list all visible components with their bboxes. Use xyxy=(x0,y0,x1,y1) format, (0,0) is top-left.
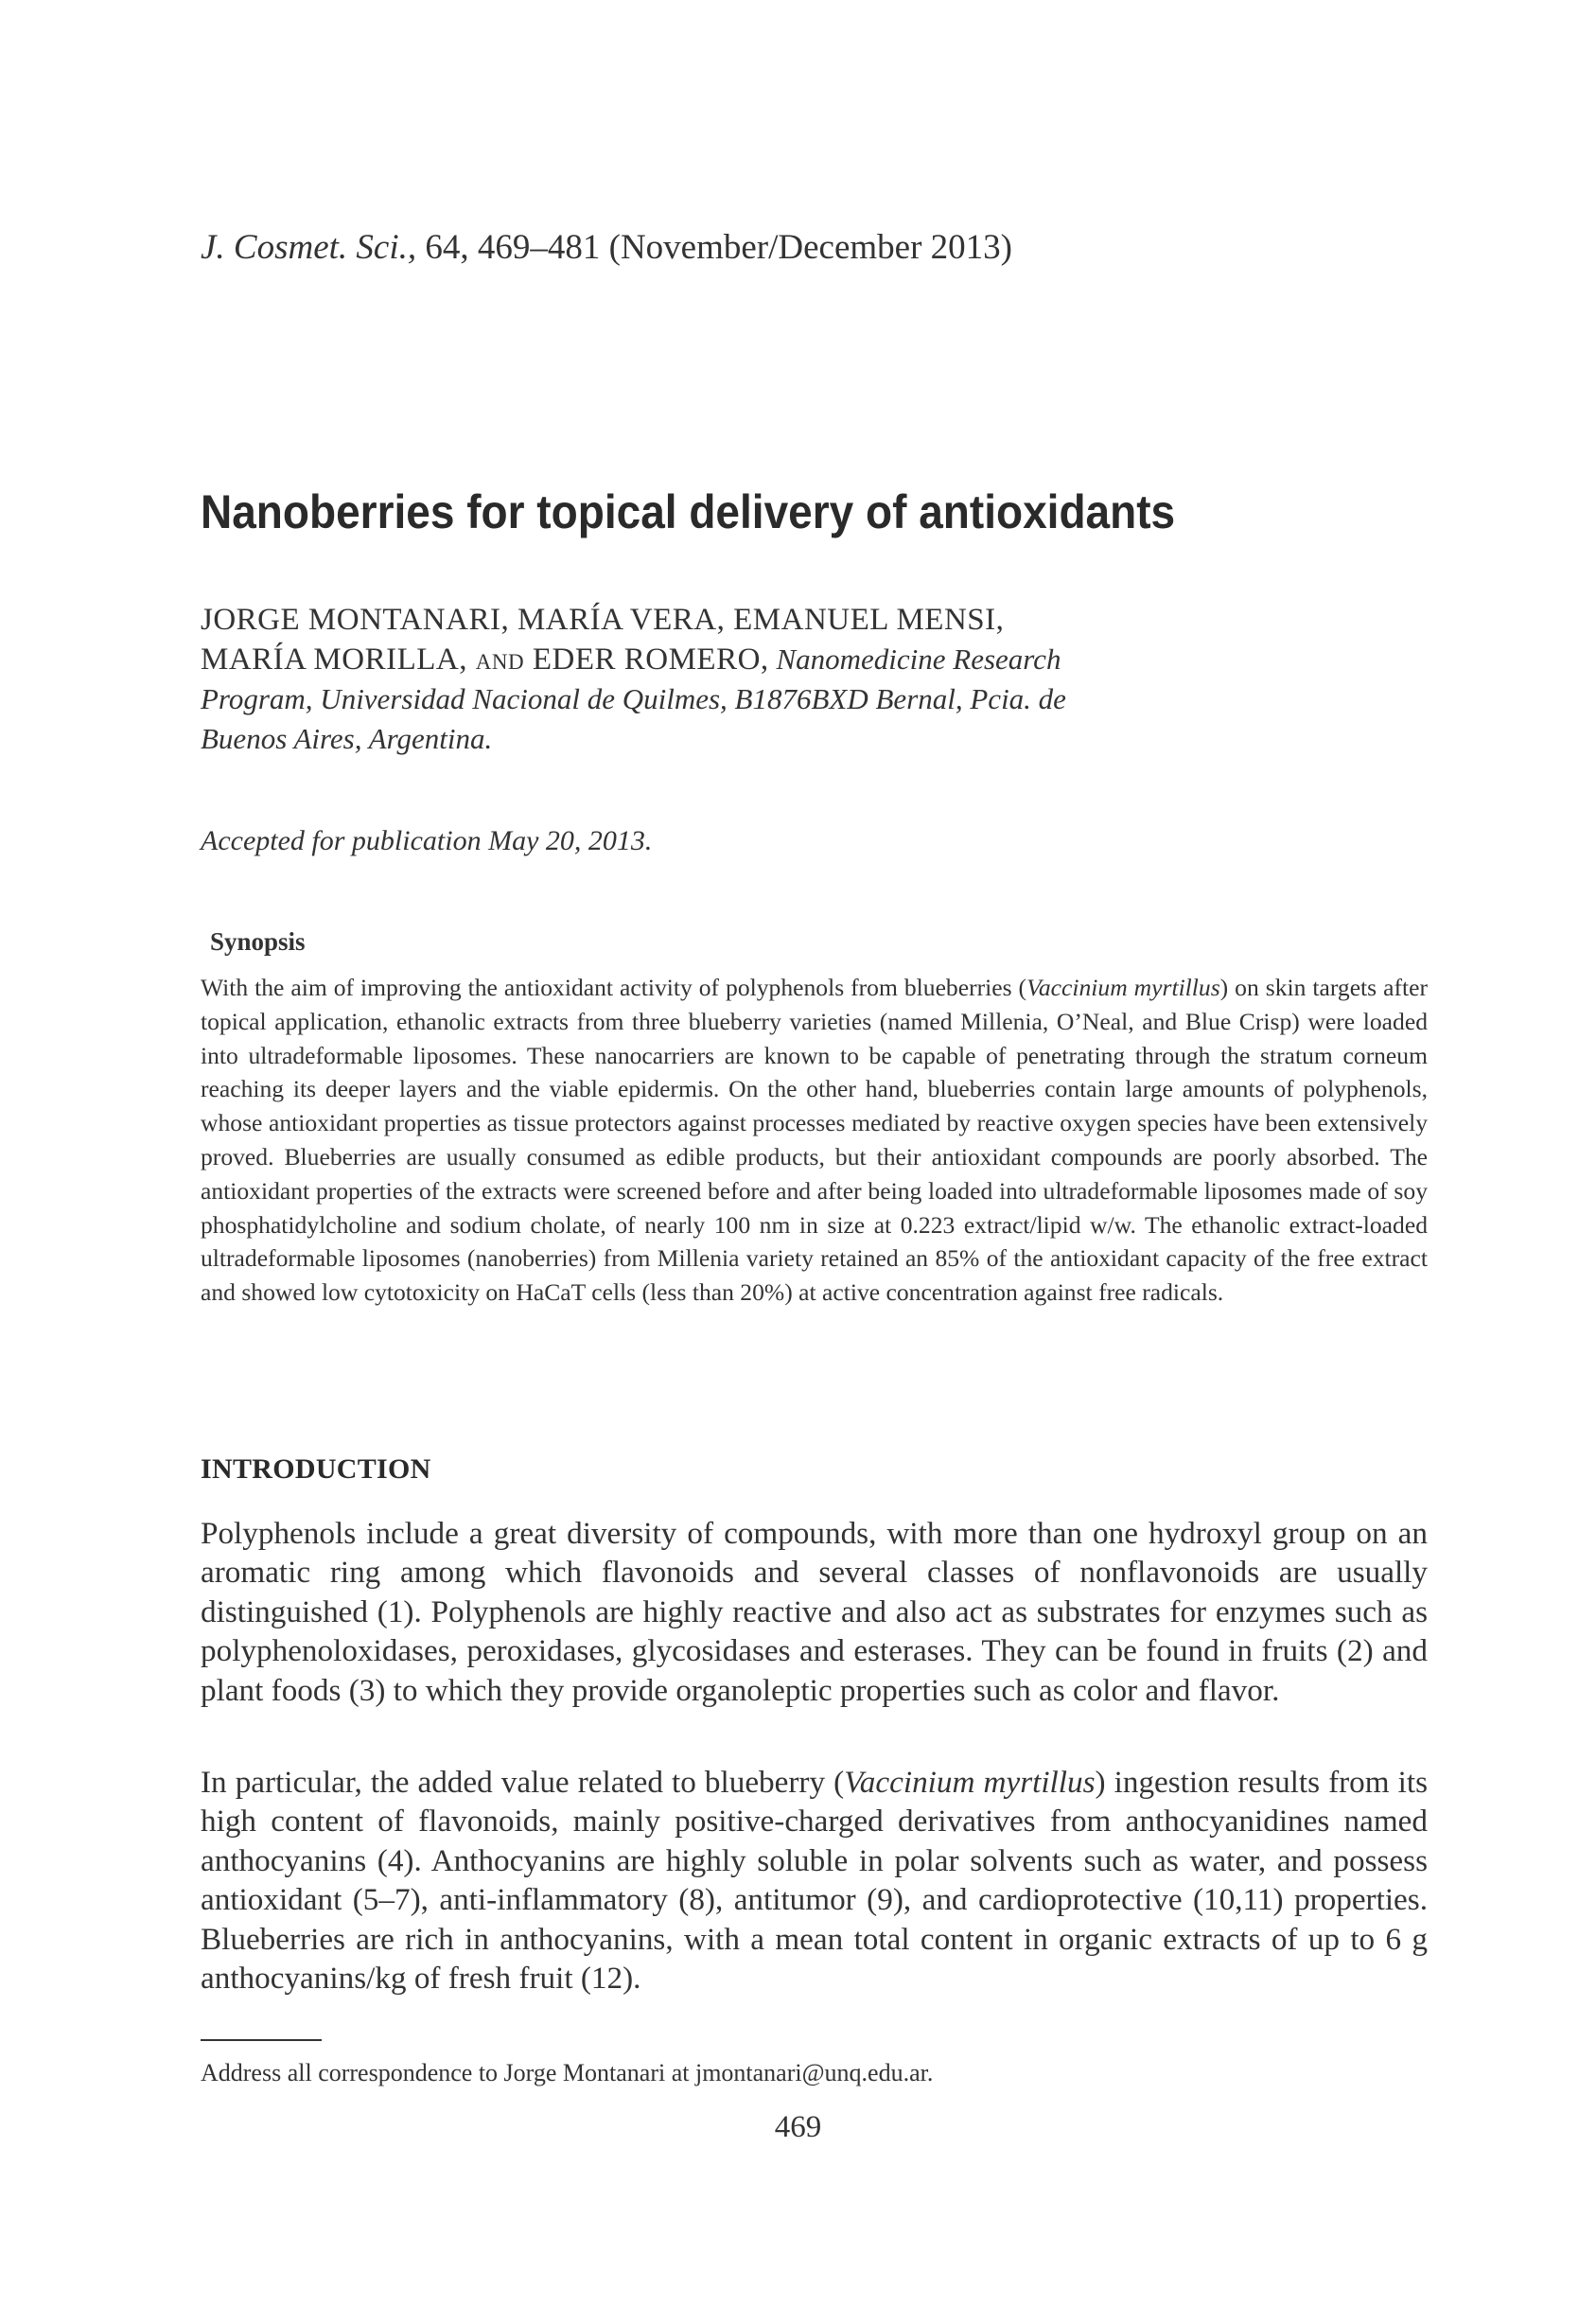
synopsis-text-b: ) on skin targets after topical application, ethanolic extracts from three blueberry varieties (named Millenia, O’Neal, and Blue Crisp) were loaded into ultradeformable liposomes. These nanocarriers are known to be capable of penetrating through the stratum corneum reaching its deeper layers and the viable epidermis. On the other hand, blueberries contain large amounts of polyphenols, whose antioxidant properties as tissue protectors against processes mediated by reactive oxygen species have been extensively proved. Blueberries are usually consumed as edible products, but their antioxidant compounds are poorly absorbed. The antioxidant properties of the extracts were screened before and after being loaded into ultradeformable liposomes made of soy phosphatidylcholine and sodium cholate, of nearly 100 nm in size at 0.223 extract/lipid w/w. The ethanolic extract-loaded ultradeformable liposomes (nanoberries) from Millenia variety retained an 85% of the antioxidant capacity of the free extract and showed low cytotoxicity on HaCaT cells (less than 20%) at active concentration against free radicals. xyxy=(201,974,1428,1307)
journal-pages-date: 469–481 (November/December 2013) xyxy=(477,228,1012,267)
introduction-paragraph-2 xyxy=(201,1763,1428,1998)
journal-abbrev: J. Cosmet. Sci., xyxy=(201,228,417,267)
affiliation-part-1: Nanomedicine Research xyxy=(776,643,1061,676)
introduction-paragraph-1: Polyphenols include a great diversity of compounds, with more than one hydroxyl group on an aromatic ring among which flavonoids and several classes of nonflavonoids are usually distinguished (1). Polyphenols are highly reactive and also act as substrates for enzymes such as polyphenoloxidases, peroxidases, glycosidases and esterases. They can be found in fruits (2) and plant foods (3) to which they provide organoleptic properties such as color and flavor. xyxy=(201,1516,1428,1708)
authors-line-2: MARÍA MORILLA, and EDER ROMERO, xyxy=(201,643,769,677)
para2-text-b: ) ingestion results from its high content of flavonoids, mainly positive-charged derivatives from anthocyanidines named anthocyanins (4). Anthocyanins are highly soluble in polar solvents such as water, and possess antioxidant (5–7), anti-inflammatory (8), antitumor (9), and cardioprotective (10,11) properties. Blueberries are rich in anthocyanins, with a mean total content in organic extracts of up to 6 g anthocyanins/kg of fresh fruit (12). xyxy=(201,1765,1429,1997)
para2-text-a: In particular, the added value related to blueberry ( xyxy=(201,1765,845,1800)
introduction-heading: INTRODUCTION xyxy=(201,1453,431,1485)
synopsis-text xyxy=(201,971,1428,1310)
authors-line-1: JORGE MONTANARI, MARÍA VERA, EMANUEL MENSI, xyxy=(201,603,1005,637)
page-number: 469 xyxy=(774,2110,822,2144)
correspondence-footnote: Address all correspondence to Jorge Montanari at jmontanari@unq.edu.ar. xyxy=(201,2059,934,2086)
author-block xyxy=(201,600,1147,759)
synopsis-species: Vaccinium myrtillus xyxy=(1026,974,1220,1001)
synopsis-heading: Synopsis xyxy=(210,927,306,956)
affiliation-part-3: Buenos Aires, Argentina. xyxy=(201,722,493,755)
footnote-rule xyxy=(201,2039,322,2041)
para2-species: Vaccinium myrtillus xyxy=(844,1765,1096,1800)
accepted-date: Accepted for publication May 20, 2013. xyxy=(201,825,653,856)
synopsis-text-a: With the aim of improving the antioxidant activity of polyphenols from blueberries ( xyxy=(201,974,1027,1001)
affiliation-part-2: Program, Universidad Nacional de Quilmes, B1876BXD Bernal, Pcia. de xyxy=(201,682,1066,715)
journal-volume: 64, xyxy=(425,228,469,267)
article-title: Nanoberries for topical delivery of antioxidants xyxy=(201,485,1176,538)
journal-citation xyxy=(201,227,1012,268)
